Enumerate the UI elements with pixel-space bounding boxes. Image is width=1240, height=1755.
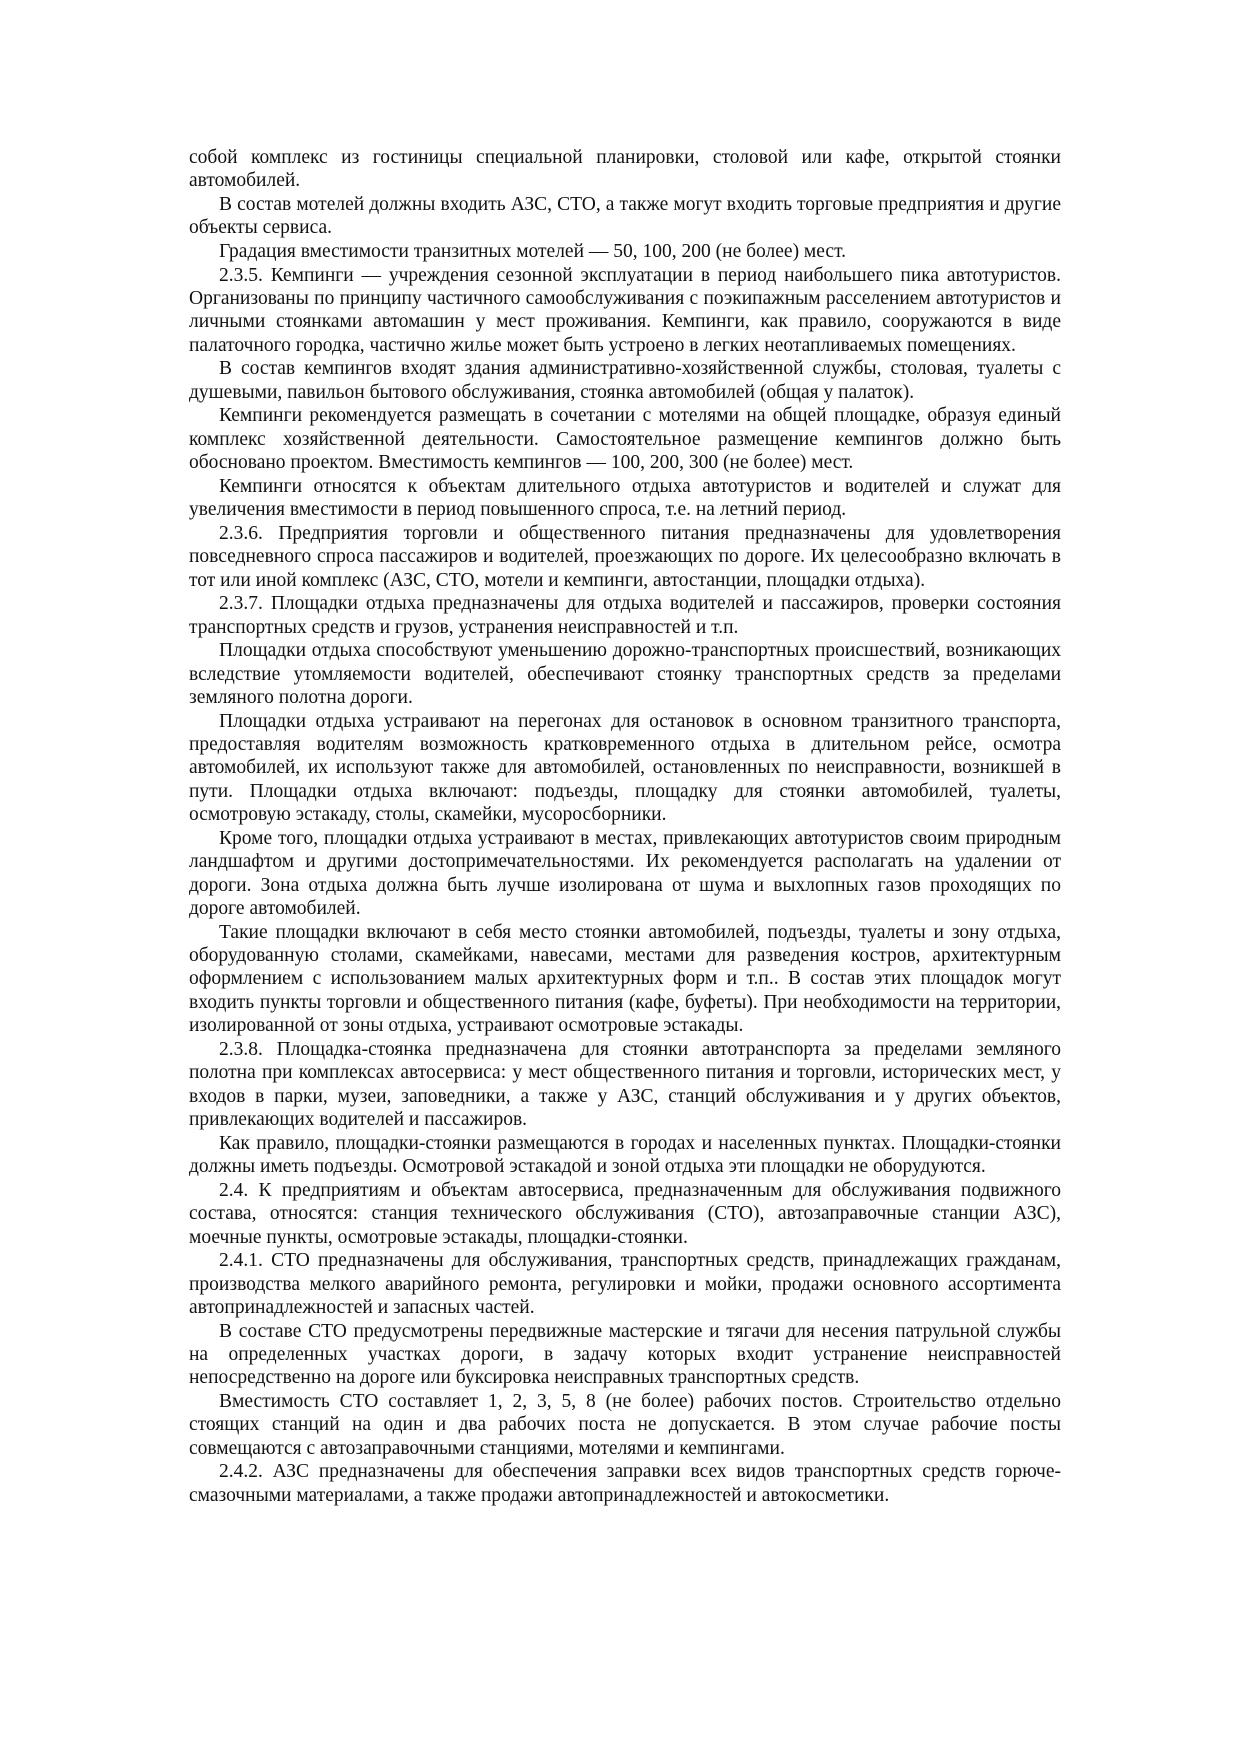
paragraph: Градация вместимости транзитных мотелей — 50, 100, 200 (не более) мест.: [219, 241, 846, 262]
paragraph-section-2-4-2: 2.4.2. АЗС предназначены для обеспечения заправки всех видов транспортных средств горюче-смазочными материалами, а также продажи автопринадлежностей и автокосметики.: [189, 1461, 1061, 1506]
paragraph-section-2-4-1: 2.4.1. СТО предназначены для обслуживания, транспортных средств, принадлежащих гражданам, производства мелкого аварийного ремонта, регулировки и мойки, продажи основного ассортимента автопринадлежностей и запасных частей.: [189, 1250, 1061, 1318]
paragraph: В составе СТО предусмотрены передвижные мастерские и тягачи для несения патрульной службы на определенных участках дороги, в задачу которых входит устранение неисправностей непосредственно на дороге или буксировка неисправных транспортных средств.: [189, 1320, 1061, 1389]
paragraph: Кемпинги рекомендуется размещать в сочетании с мотелями на общей площадке, образуя единый комплекс хозяйственной деятельности. Самостоятельное размещение кемпингов должно быть обосновано проектом. Вместимость кемпингов — 100, 200, 300 (не более) мест.: [189, 405, 1061, 474]
paragraph: Такие площадки включают в себя место стоянки автомобилей, подъезды, туалеты и зону отдыха, оборудованную столами, скамейками, навесами, местами для разведения костров, архитектурным оформлением с использованием малых архитектурных форм и т.п.. В состав этих площадок могут входить пункты торговли и общественного питания (кафе, буфеты). При необходимости на территории, изолированной от зоны отдыха, устраивают осмотровые эстакады.: [189, 921, 1061, 1037]
paragraph-section-2-4: 2.4. К предприятиям и объектам автосервиса, предназначенным для обслуживания подвижного состава, относятся: станция технического обслуживания (СТО), автозаправочные станции АЗС), моечные пункты, осмотровые эстакады, площадки-стоянки.: [189, 1179, 1061, 1248]
paragraph: Площадки отдыха устраивают на перегонах для остановок в основном транзитного транспорта, предоставляя водителям возможность кратковременного отдыха в длительном рейсе, осмотра автомобилей, их используют также для автомобилей, остановленных по неисправности, возникшей в пути. Площадки отдыха включают: подъезды, площадку для стоянки автомобилей, туалеты, осмотровую эстакаду, столы, скамейки, мусоросборники.: [189, 710, 1061, 826]
paragraph: Вместимость СТО составляет 1, 2, 3, 5, 8 (не более) рабочих постов. Строительство отдельно стоящих станций на один и два рабочих поста не допускается. В этом случае рабочие посты совмещаются с автозаправочными станциями, мотелями и кемпингами.: [189, 1390, 1061, 1459]
paragraph-continuation: собой комплекс из гостиницы специальной планировки, столовой или кафе, открытой стоянки автомобилей.: [189, 147, 1061, 192]
paragraph: Кроме того, площадки отдыха устраивают в местах, привлекающих автотуристов своим природным ландшафтом и другими достопримечательностями. Их рекомендуется располагать на удалении от дороги. Зона отдыха должна быть лучше изолирована от шума и выхлопных газов проходящих по дороге автомобилей.: [189, 827, 1061, 920]
paragraph-section-2-3-8: 2.3.8. Площадка-стоянка предназначена для стоянки автотранспорта за пределами земляного полотна при комплексах автосервиса: у мест общественного питания и торговли, исторических мест, у входов в парки, музеи, заповедники, а также у АЗС, станций обслуживания и у других объектов, привлекающих водителей и пассажиров.: [189, 1038, 1061, 1131]
paragraph-section-2-3-6: 2.3.6. Предприятия торговли и общественного питания предназначены для удовлетворения повседневного спроса пассажиров и водителей, проезжающих по дороге. Их целесообразно включать в тот или иной комплекс (АЗС, СТО, мотели и кемпинги, автостанции, площадки отдыха).: [189, 522, 1061, 591]
paragraph: Как правило, площадки-стоянки размещаются в городах и населенных пунктах. Площадки-стоянки должны иметь подъезды. Осмотровой эстакадой и зоной отдыха эти площадки не оборудуются.: [189, 1132, 1061, 1178]
paragraph-section-2-3-7: 2.3.7. Площадки отдыха предназначены для отдыха водителей и пассажиров, проверки состояния транспортных средств и грузов, устранения неисправностей и т.п.: [189, 593, 1061, 638]
paragraph-section-2-3-5: 2.3.5. Кемпинги — учреждения сезонной эксплуатации в период наибольшего пика автотуристов. Организованы по принципу частичного самообслуживания с поэкипажным расселением автотуристов и личными стоянками автомашин у мест проживания. Кемпинги, как правило, сооружаются в виде палаточного городка, частично жилье может быть устроено в легких неотапливаемых помещениях.: [189, 264, 1061, 356]
document-page: [189, 146, 1061, 1507]
paragraph: В состав мотелей должны входить АЗС, СТО, а также могут входить торговые предприятия и другие объекты сервиса.: [189, 194, 1061, 239]
paragraph: Кемпинги относятся к объектам длительного отдыха автотуристов и водителей и служат для увеличения вместимости в период повышенного спроса, т.е. на летний период.: [189, 475, 1061, 521]
paragraph: В состав кемпингов входят здания административно-хозяйственной службы, столовая, туалеты с душевыми, павильон бытового обслуживания, стоянка автомобилей (общая у палаток).: [189, 358, 1061, 403]
paragraph: Площадки отдыха способствуют уменьшению дорожно-транспортных происшествий, возникающих вследствие утомляемости водителей, обеспечивают стоянку транспортных средств за пределами земляного полотна дороги.: [189, 640, 1061, 709]
